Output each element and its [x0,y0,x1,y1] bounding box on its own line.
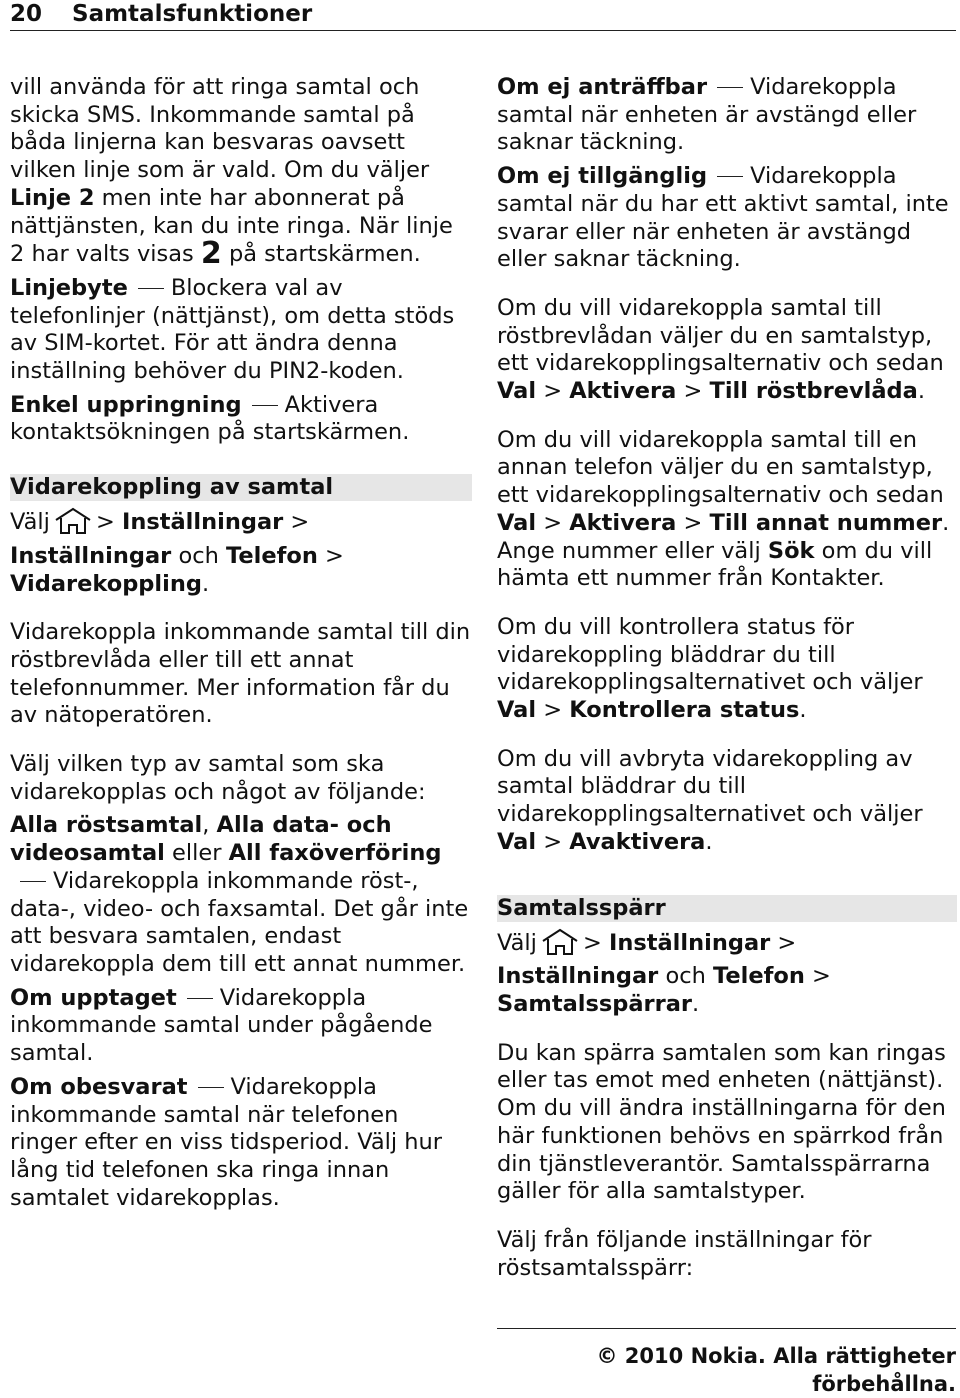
menu-path: Välj > Inställningar > Inställningar och Telefon > Vidarekoppling. [10,509,344,597]
paragraph-rostbrevlada: Om du vill vidarekoppla samtal till röstbrevlådan väljer du en samtalstyp, ett vidarekopplingsalternativ och sedan Val > Aktivera > Till röstbrevlåda. [497,294,944,405]
definition-om-upptaget: Om upptaget Vidarekoppla inkommande samtal under pågående samtal. [10,984,433,1067]
page-number: 20 [10,1,43,27]
em-dash [252,405,278,406]
paragraph-avbryta: Om du vill avbryta vidarekoppling av samtal bläddrar du till vidarekopplingsalternativet och väljer Val > Avaktivera. [497,745,923,855]
chapter-title: Samtalsfunktioner [72,1,313,27]
home-icon [54,507,92,543]
em-dash [187,998,213,999]
section-heading: Samtalsspärr [497,895,957,922]
definition-om-obesvarat: Om obesvarat Vidarekoppla inkommande samtal när telefonen ringer efter en viss tidsperiod. Välj hur lång tid telefonen ska ringa innan samtalet vidarekopplas. [10,1073,443,1211]
definition-om-ej-antraffbar: Om ej anträffbar Vidarekoppla samtal när enheten är avstängd eller saknar täckning. [497,74,917,156]
paragraph-kontrollera: Om du vill kontrollera status för vidarekoppling bläddrar du till vidarekopplingsalternativet och väljer Val > Kontrollera status. [497,613,923,724]
right-column [497,74,957,1282]
linje2-link: Linje 2 [10,184,95,211]
definition-om-ej-tillganglig: Om ej tillgänglig Vidarekoppla samtal när du har ett aktivt samtal, inte svarar eller när enheten är avstängd eller saknar täckning. [497,163,949,273]
paragraph-sparra: Du kan spärra samtalen som kan ringas eller tas emot med enheten (nättjänst). Om du vill ändra inställningarna för den här funktionen behövs en spärrkod från din tjänstleverantör. Samtalsspärrarna gäller för alla samtalstyper. [497,1039,946,1205]
home-icon [541,928,579,964]
description: Aktivera kontaktsökningen på startskärmen. [10,391,410,446]
menu-path: Välj > Inställningar > Inställningar och Telefon > Samtalsspärrar. [497,929,831,1017]
term: Enkel uppringning [10,391,242,418]
term: Linjebyte [10,274,128,301]
paragraph-valj-fran: Välj från följande inställningar för röstsamtalsspärr: [497,1226,872,1281]
paragraph-valj-typ: Välj vilken typ av samtal som ska vidarekopplas och något av följande: [10,751,426,805]
em-dash [138,288,164,289]
left-column [10,74,472,1212]
em-dash [717,176,743,177]
paragraph-annan-telefon: Om du vill vidarekoppla samtal till en annan telefon väljer du en samtalstyp, ett vidarekopplingsalternativ och sedan Val > Aktivera > Till annat nummer. Ange nummer eller välj Sök om du vill hämta ett nummer från Kontakter. [497,426,950,592]
copyright-footer: © 2010 Nokia. Alla rättigheter förbehållna. [497,1328,956,1398]
section-heading: Vidarekoppling av samtal [10,474,472,501]
definition-enkel-uppringning [10,392,472,447]
em-dash [198,1087,224,1088]
line-2-indicator-icon: 2 [200,236,222,272]
paragraph-vidarekoppla: Vidarekoppla inkommande samtal till din röstbrevlåda eller till ett annat telefonnummer. Mer information får du av nätoperatören. [10,619,471,729]
page-header [10,0,956,31]
paragraph-line-intro: vill använda för att ringa samtal och skicka SMS. Inkommande samtal på båda linjerna kan besvaras oavsett vilken linje som är vald. Om du väljer Linje 2 men inte har abonnerat på nättjänsten, kan du inte ringa. När linje 2 har valts visas 2 på startskärmen. [10,74,453,272]
definition-alla: Alla röstsamtal, Alla data- och videosamtal eller All faxöverföringVidarekoppla inkommande röst-, data-, video- och faxsamtal. Det går inte att besvara samtalen, endast vidarekoppla dem till ett annat nummer. [10,812,469,977]
definition-linjebyte [10,275,472,386]
description: Blockera val av telefonlinjer (nättjänst), om detta stöds av SIM-kortet. För att ändra denna inställning behöver du PIN2-koden. [10,274,455,385]
em-dash [717,87,743,88]
em-dash [20,881,46,882]
